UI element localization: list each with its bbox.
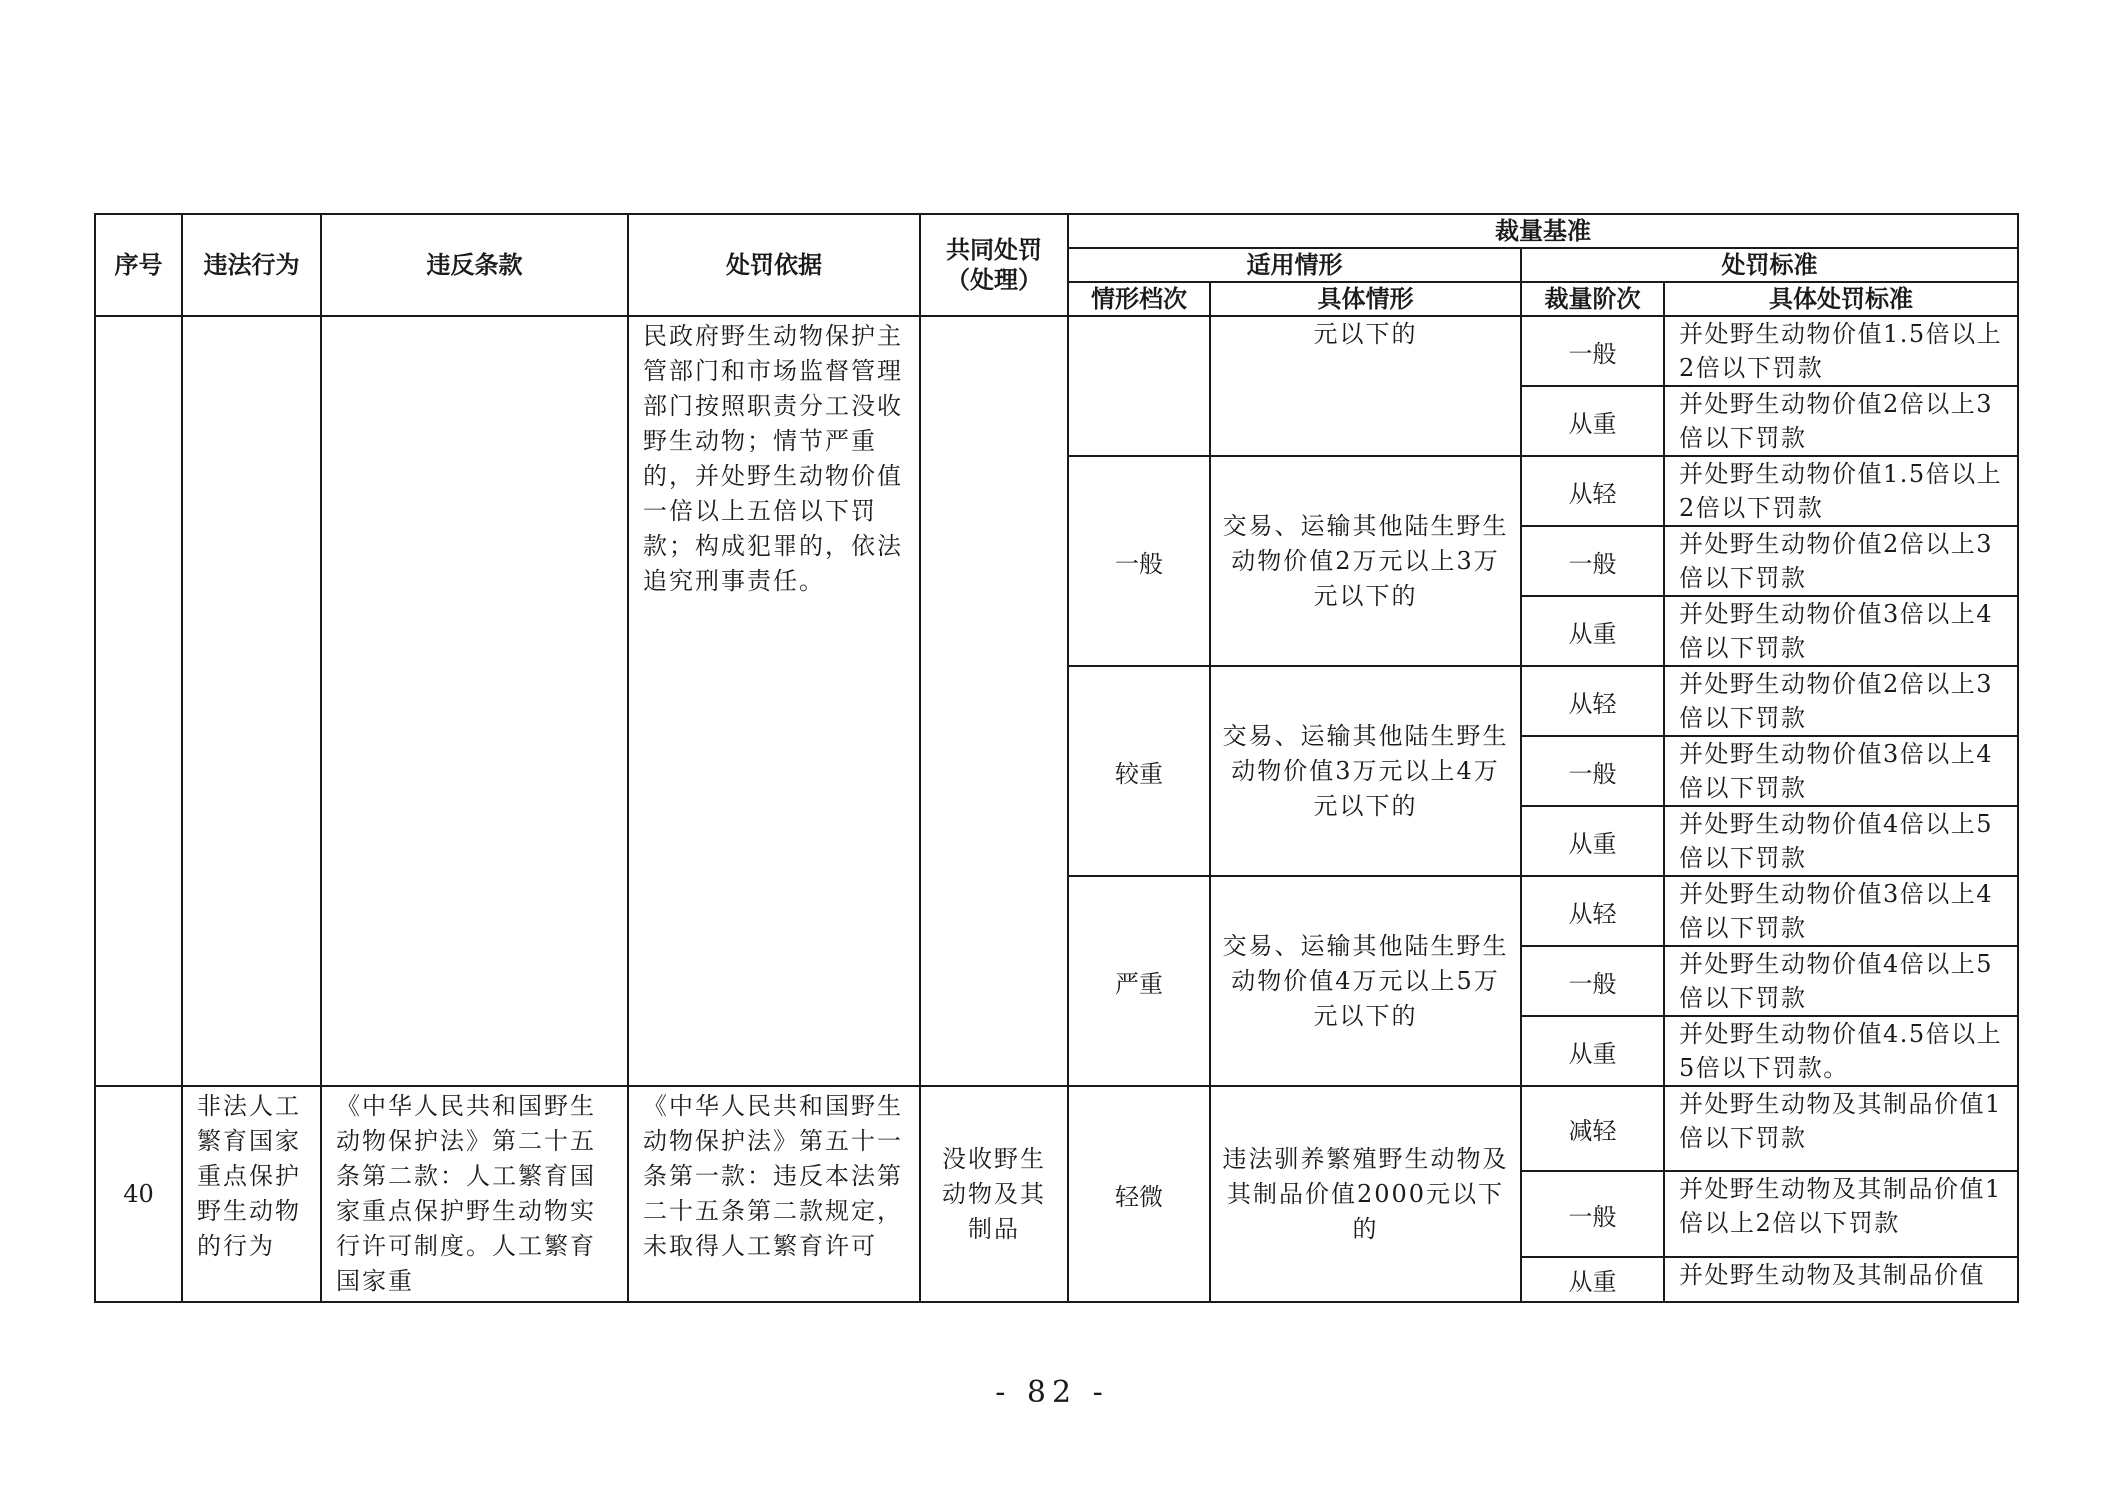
entry40-situation: 违法驯养繁殖野生动物及其制品价值2000元以下的 bbox=[1210, 1086, 1521, 1302]
standard-cell: 并处野生动物价值4倍以上5倍以下罚款 bbox=[1664, 806, 2018, 876]
standard-cell: 并处野生动物价值1.5倍以上2倍以下罚款 bbox=[1664, 316, 2018, 386]
standard-cell: 并处野生动物价值3倍以上4倍以下罚款 bbox=[1664, 736, 2018, 806]
order-cell: 从轻 bbox=[1521, 456, 1664, 526]
standard-cell: 并处野生动物价值4倍以上5倍以下罚款 bbox=[1664, 946, 2018, 1016]
order-cell: 从轻 bbox=[1521, 666, 1664, 736]
cont-behavior-cell bbox=[182, 316, 321, 1086]
entry40-seq: 40 bbox=[95, 1086, 182, 1302]
order-cell: 从重 bbox=[1521, 1257, 1664, 1302]
cont-clause-cell bbox=[321, 316, 628, 1086]
header-common-line2: （处理） bbox=[946, 266, 1042, 294]
standard-cell: 并处野生动物价值3倍以上4倍以下罚款 bbox=[1664, 876, 2018, 946]
header-common-line1: 共同处罚 bbox=[946, 236, 1042, 264]
cont-common-cell bbox=[920, 316, 1068, 1086]
level-cell bbox=[1068, 316, 1210, 456]
standard-cell: 并处野生动物价值2倍以上3倍以下罚款 bbox=[1664, 526, 2018, 596]
header-level: 情形档次 bbox=[1068, 282, 1210, 316]
order-cell: 一般 bbox=[1521, 736, 1664, 806]
header-applicable: 适用情形 bbox=[1068, 248, 1521, 282]
situation-cell: 元以下的 bbox=[1210, 316, 1521, 456]
entry40-level: 轻微 bbox=[1068, 1086, 1210, 1302]
situation-cell: 交易、运输其他陆生野生动物价值2万元以上3万元以下的 bbox=[1210, 456, 1521, 666]
table-header bbox=[95, 214, 2018, 316]
header-discretion: 裁量基准 bbox=[1068, 214, 2018, 248]
order-cell: 一般 bbox=[1521, 316, 1664, 386]
standard-cell: 并处野生动物及其制品价值1倍以下罚款 bbox=[1664, 1086, 2018, 1171]
cont-seq-cell bbox=[95, 316, 182, 1086]
standard-cell: 并处野生动物及其制品价值 bbox=[1664, 1257, 2018, 1302]
table-row bbox=[95, 1086, 2018, 1171]
penalty-discretion-table bbox=[94, 213, 2019, 1303]
situation-cell: 交易、运输其他陆生野生动物价值4万元以上5万元以下的 bbox=[1210, 876, 1521, 1086]
order-cell: 一般 bbox=[1521, 946, 1664, 1016]
level-cell: 严重 bbox=[1068, 876, 1210, 1086]
situation-cell: 交易、运输其他陆生野生动物价值3万元以上4万元以下的 bbox=[1210, 666, 1521, 876]
order-cell: 从重 bbox=[1521, 1016, 1664, 1086]
header-clause: 违反条款 bbox=[321, 214, 628, 316]
header-order: 裁量阶次 bbox=[1521, 282, 1664, 316]
cont-basis-text: 民政府野生动物保护主管部门和市场监督管理部门按照职责分工没收野生动物；情节严重的，并处野生动物价值一倍以上五倍以下罚款；构成犯罪的，依法追究刑事责任。 bbox=[628, 316, 920, 1086]
standard-cell: 并处野生动物及其制品价值1倍以上2倍以下罚款 bbox=[1664, 1171, 2018, 1256]
entry40-behavior: 非法人工繁育国家重点保护野生动物的行为 bbox=[182, 1086, 321, 1302]
header-common-penalty bbox=[920, 214, 1068, 316]
order-cell: 从重 bbox=[1521, 806, 1664, 876]
entry40-clause: 《中华人民共和国野生动物保护法》第二十五条第二款：人工繁育国家重点保护野生动物实行许可制度。人工繁育国家重 bbox=[321, 1086, 628, 1302]
standard-cell: 并处野生动物价值4.5倍以上5倍以下罚款。 bbox=[1664, 1016, 2018, 1086]
entry40-basis: 《中华人民共和国野生动物保护法》第五十一条第一款：违反本法第二十五条第二款规定，未取得人工繁育许可 bbox=[628, 1086, 920, 1302]
order-cell: 一般 bbox=[1521, 526, 1664, 596]
standard-cell: 并处野生动物价值2倍以上3倍以下罚款 bbox=[1664, 666, 2018, 736]
header-situation: 具体情形 bbox=[1210, 282, 1521, 316]
entry40-common: 没收野生动物及其制品 bbox=[920, 1086, 1068, 1302]
page-number: - 82 - bbox=[995, 1375, 1109, 1410]
order-cell: 减轻 bbox=[1521, 1086, 1664, 1171]
level-cell: 较重 bbox=[1068, 666, 1210, 876]
standard-cell: 并处野生动物价值2倍以上3倍以下罚款 bbox=[1664, 386, 2018, 456]
header-seq: 序号 bbox=[95, 214, 182, 316]
header-penalty-standard: 处罚标准 bbox=[1521, 248, 2018, 282]
order-cell: 从轻 bbox=[1521, 876, 1664, 946]
standard-cell: 并处野生动物价值3倍以上4倍以下罚款 bbox=[1664, 596, 2018, 666]
level-cell: 一般 bbox=[1068, 456, 1210, 666]
order-cell: 一般 bbox=[1521, 1171, 1664, 1256]
order-cell: 从重 bbox=[1521, 596, 1664, 666]
header-behavior: 违法行为 bbox=[182, 214, 321, 316]
order-cell: 从重 bbox=[1521, 386, 1664, 456]
header-basis: 处罚依据 bbox=[628, 214, 920, 316]
standard-cell: 并处野生动物价值1.5倍以上2倍以下罚款 bbox=[1664, 456, 2018, 526]
table-row bbox=[95, 316, 2018, 386]
header-detail-standard: 具体处罚标准 bbox=[1664, 282, 2018, 316]
